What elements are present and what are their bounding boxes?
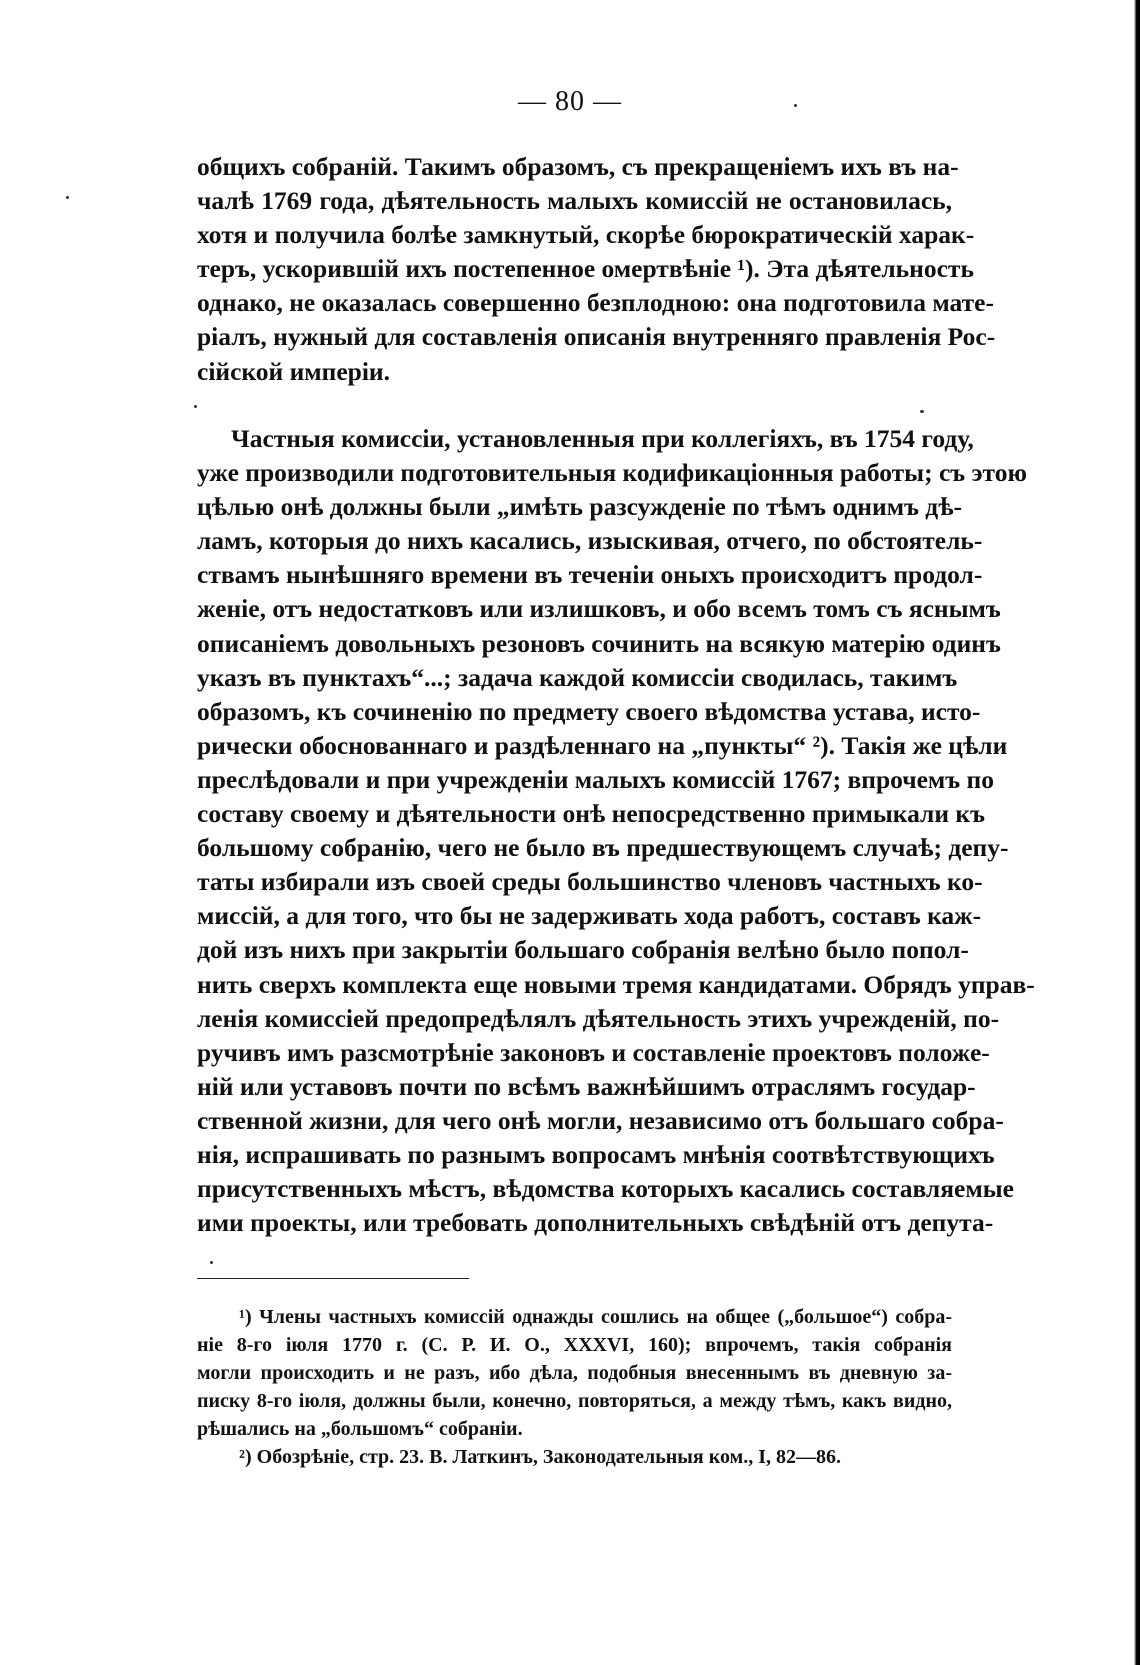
text-line: Частныя комиссіи, установленныя при коллегіяхъ, въ 1754 году, (231, 424, 974, 453)
footnote-1-line: могли происходить и не разъ, ибо дѣла, подобныя внесеннымъ въ дневную за- (197, 1362, 952, 1384)
text-line: теръ, ускорившій ихъ постепенное омертвѣніе ¹). Эта дѣятельность (197, 254, 974, 284)
scan-speck (194, 405, 197, 408)
footnote-divider (197, 1278, 469, 1279)
text-line: уже производили подготовительныя кодификаціонныя работы; съ этою (197, 458, 1027, 488)
text-line: хотя и получила болѣе замкнутый, скорѣе бюрократическій харак- (197, 220, 975, 250)
page-number: — 80 — (518, 86, 622, 117)
text-line: ламъ, которыя до нихъ касались, изыскивая, отчего, по обстоятель- (197, 526, 983, 556)
text-line: ственной жизни, для чего онѣ могли, независимо отъ большаго собра- (197, 1105, 1004, 1135)
scan-speck (794, 104, 797, 107)
text-line: большому собранію, чего не было въ предшествующемъ случаѣ; депу- (197, 833, 1009, 863)
scan-speck (920, 410, 924, 413)
text-line: ній или уставовъ почти по всѣмъ важнѣйшимъ отраслямъ государ- (197, 1071, 976, 1101)
text-line: сійской имперіи. (197, 356, 390, 386)
footnotes (197, 1303, 952, 1471)
text-line: женіе, отъ недостатковъ или излишковъ, и обо всемъ томъ съ яснымъ (197, 594, 1001, 624)
text-line: ствамъ нынѣшняго времени въ теченіи оныхъ происходитъ продол- (197, 560, 983, 590)
footnote-1-line: рѣшались на „большомъ“ собраніи. (197, 1418, 523, 1440)
scan-speck (210, 1261, 213, 1264)
text-line: ручивъ имъ разсмотрѣніе законовъ и составленіе проектовъ положе- (197, 1037, 990, 1067)
text-line: нить сверхъ комплекта еще новыми тремя кандидатами. Обрядъ управ- (197, 969, 1035, 999)
text-line: описаніемъ довольныхъ резоновъ сочинить на всякую матерію одинъ (197, 628, 1001, 658)
text-line: таты избирали изъ своей среды большинство членовъ частныхъ ко- (197, 867, 983, 897)
text-line: составу своему и дѣятельности онѣ непосредственно примыкали къ (197, 799, 985, 829)
footnote-2: ²) Обозрѣніе, стр. 23. В. Латкинъ, Законодательныя ком., I, 82—86. (239, 1446, 842, 1468)
text-line: однако, не оказалась совершенно безплодною: она подготовила мате- (197, 288, 994, 318)
text-line: указъ въ пунктахъ“...; задача каждой комиссіи сводилась, такимъ (197, 662, 958, 692)
paragraph-1 (197, 150, 996, 389)
text-line: миссій, а для того, что бы не задерживать хода работъ, составъ каж- (197, 901, 982, 931)
footnote-1-line: писку 8-го іюля, должны были, конечно, повторяться, а между тѣмъ, какъ видно, (197, 1390, 952, 1412)
text-line: общихъ собраній. Такимъ образомъ, съ прекращеніемъ ихъ въ на- (197, 152, 959, 181)
scan-edge (1134, 0, 1140, 1665)
text-line: нія, испрашивать по разнымъ вопросамъ мнѣнія соотвѣтствующихъ (197, 1139, 995, 1169)
footnote-1-line: ¹) Члены частныхъ комиссій однажды сошлись на общее („большое“) собра- (239, 1306, 952, 1328)
text-line: ріалъ, нужный для составленія описанія внутренняго правленія Рос- (197, 322, 996, 352)
text-line: дой изъ нихъ при закрытіи большаго собранія велѣно было попол- (197, 935, 969, 965)
text-line: рически обоснованнаго и раздѣленнаго на „пункты“ ²). Такія же цѣли (197, 730, 1008, 760)
text-line: образомъ, къ сочиненію по предмету своего вѣдомства устава, исто- (197, 696, 981, 726)
text-line: присутственныхъ мѣстъ, вѣдомства которыхъ касались составляемые (197, 1174, 1014, 1204)
text-line: ленія комиссіей предопредѣлялъ дѣятельность этихъ учрежденій, по- (197, 1003, 1000, 1033)
paragraph-2 (197, 422, 1035, 1240)
scan-speck (66, 196, 69, 199)
text-line: преслѣдовали и при учрежденіи малыхъ комиссій 1767; впрочемъ по (197, 764, 994, 794)
text-line: цѣлью онѣ должны были „имѣть разсужденіе по тѣмъ однимъ дѣ- (197, 492, 962, 522)
footnote-1-line: ніе 8-го іюля 1770 г. (С. Р. И. О., XXXVI, 160); впрочемъ, такія собранія (197, 1334, 952, 1356)
text-line: ими проекты, или требовать дополнительныхъ свѣдѣній отъ депута- (197, 1208, 994, 1238)
text-line: чалѣ 1769 года, дѣятельность малыхъ комиссій не остановилась, (197, 186, 952, 216)
